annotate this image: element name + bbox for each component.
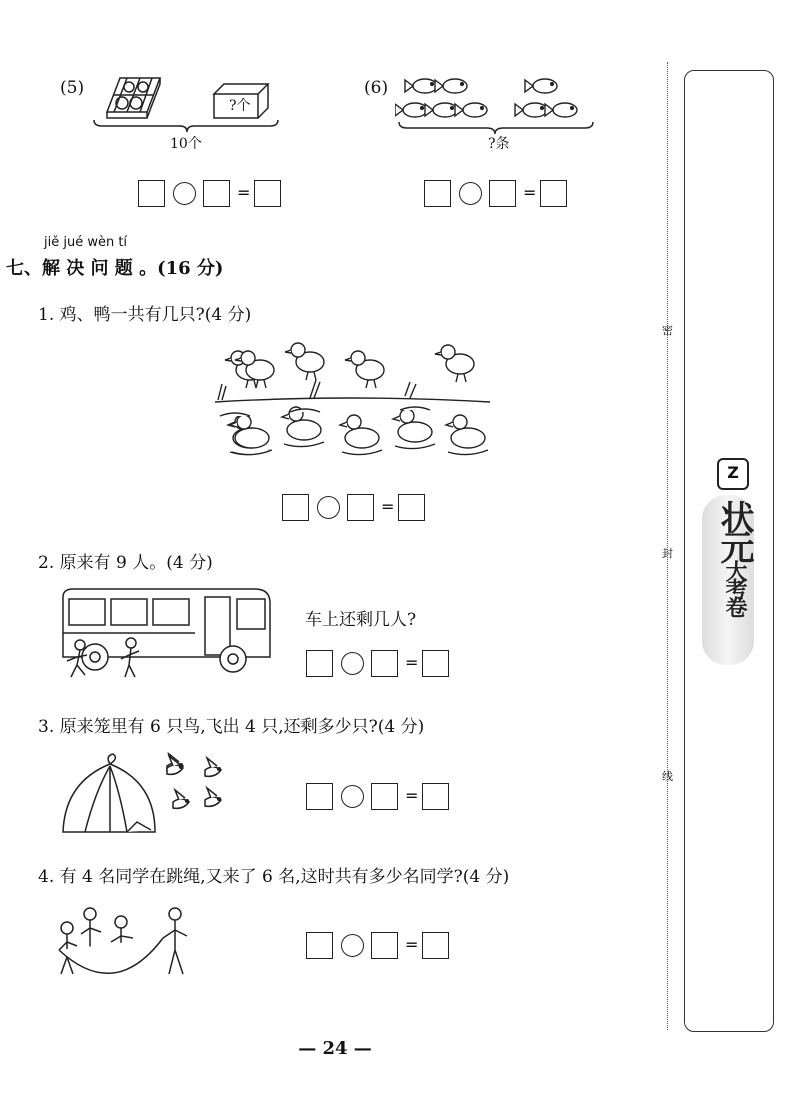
- problem-1-answer-box-3[interactable]: [398, 494, 425, 521]
- problem-1-equals: =: [381, 497, 395, 516]
- problem-3-answer-box-2[interactable]: [371, 783, 398, 810]
- brand-title: [712, 500, 752, 614]
- item-5-operator-circle[interactable]: [173, 182, 196, 205]
- problem-1-chicks-ducks-illustration: [210, 340, 500, 470]
- problem-2-operator-circle[interactable]: [341, 652, 364, 675]
- page-number: — 24 —: [298, 1038, 372, 1059]
- item-5-answer-box-3[interactable]: [254, 180, 281, 207]
- item-6-operator-circle[interactable]: [459, 182, 482, 205]
- problem-4-text: 4. 有 4 名同学在跳绳,又来了 6 名,这时共有多少名同学?(4 分): [38, 867, 510, 887]
- section7-title: 七、解 决 问 题 。(16 分): [6, 258, 224, 279]
- problem-1-answer-box-1[interactable]: [282, 494, 309, 521]
- problem-1-text: 1. 鸡、鸭一共有几只?(4 分): [38, 305, 252, 325]
- brand-logo: Z: [717, 458, 749, 490]
- section7-pinyin: jiě jué wèn tí: [44, 235, 128, 250]
- item-5-caption: 10个: [170, 136, 202, 152]
- problem-3-operator-circle[interactable]: [341, 785, 364, 808]
- item-6-number: (6): [364, 78, 389, 98]
- seal-mark-mi: 密: [662, 324, 673, 337]
- problem-2-question: 车上还剩几人?: [305, 610, 417, 630]
- problem-4-jump-rope-illustration: [55, 902, 215, 987]
- problem-2-answer-box-3[interactable]: [422, 650, 449, 677]
- item-5-box-label: ?个: [229, 98, 251, 114]
- item-5-equals: =: [237, 183, 251, 202]
- item-6-answer-box-1[interactable]: [424, 180, 451, 207]
- problem-2-answer-box-2[interactable]: [371, 650, 398, 677]
- item-6-answer-box-3[interactable]: [540, 180, 567, 207]
- problem-3-answer-box-3[interactable]: [422, 783, 449, 810]
- problem-2-bus-illustration: [55, 585, 280, 695]
- problem-4-operator-circle[interactable]: [341, 934, 364, 957]
- problem-2-text: 2. 原来有 9 人。(4 分): [38, 553, 213, 573]
- problem-1-answer-box-2[interactable]: [347, 494, 374, 521]
- seal-mark-feng: 封: [662, 547, 673, 560]
- brand-sub: 大考卷: [722, 560, 747, 614]
- problem-4-equals: =: [405, 935, 419, 954]
- item-5-number: (5): [60, 78, 85, 98]
- brand-main: 状元: [714, 500, 754, 560]
- problem-3-equals: =: [405, 786, 419, 805]
- problem-4-answer-box-3[interactable]: [422, 932, 449, 959]
- item-6-caption: ?条: [488, 136, 510, 152]
- item-6-equals: =: [523, 183, 537, 202]
- problem-4-answer-box-2[interactable]: [371, 932, 398, 959]
- problem-4-answer-box-1[interactable]: [306, 932, 333, 959]
- item-5-answer-box-1[interactable]: [138, 180, 165, 207]
- item-6-answer-box-2[interactable]: [489, 180, 516, 207]
- problem-2-equals: =: [405, 653, 419, 672]
- problem-2-answer-box-1[interactable]: [306, 650, 333, 677]
- problem-3-text: 3. 原来笼里有 6 只鸟,飞出 4 只,还剩多少只?(4 分): [38, 717, 425, 737]
- problem-3-cage-birds-illustration: [55, 752, 245, 837]
- problem-1-operator-circle[interactable]: [317, 496, 340, 519]
- problem-3-answer-box-1[interactable]: [306, 783, 333, 810]
- seal-mark-xian: 线: [662, 770, 673, 783]
- item-5-answer-box-2[interactable]: [203, 180, 230, 207]
